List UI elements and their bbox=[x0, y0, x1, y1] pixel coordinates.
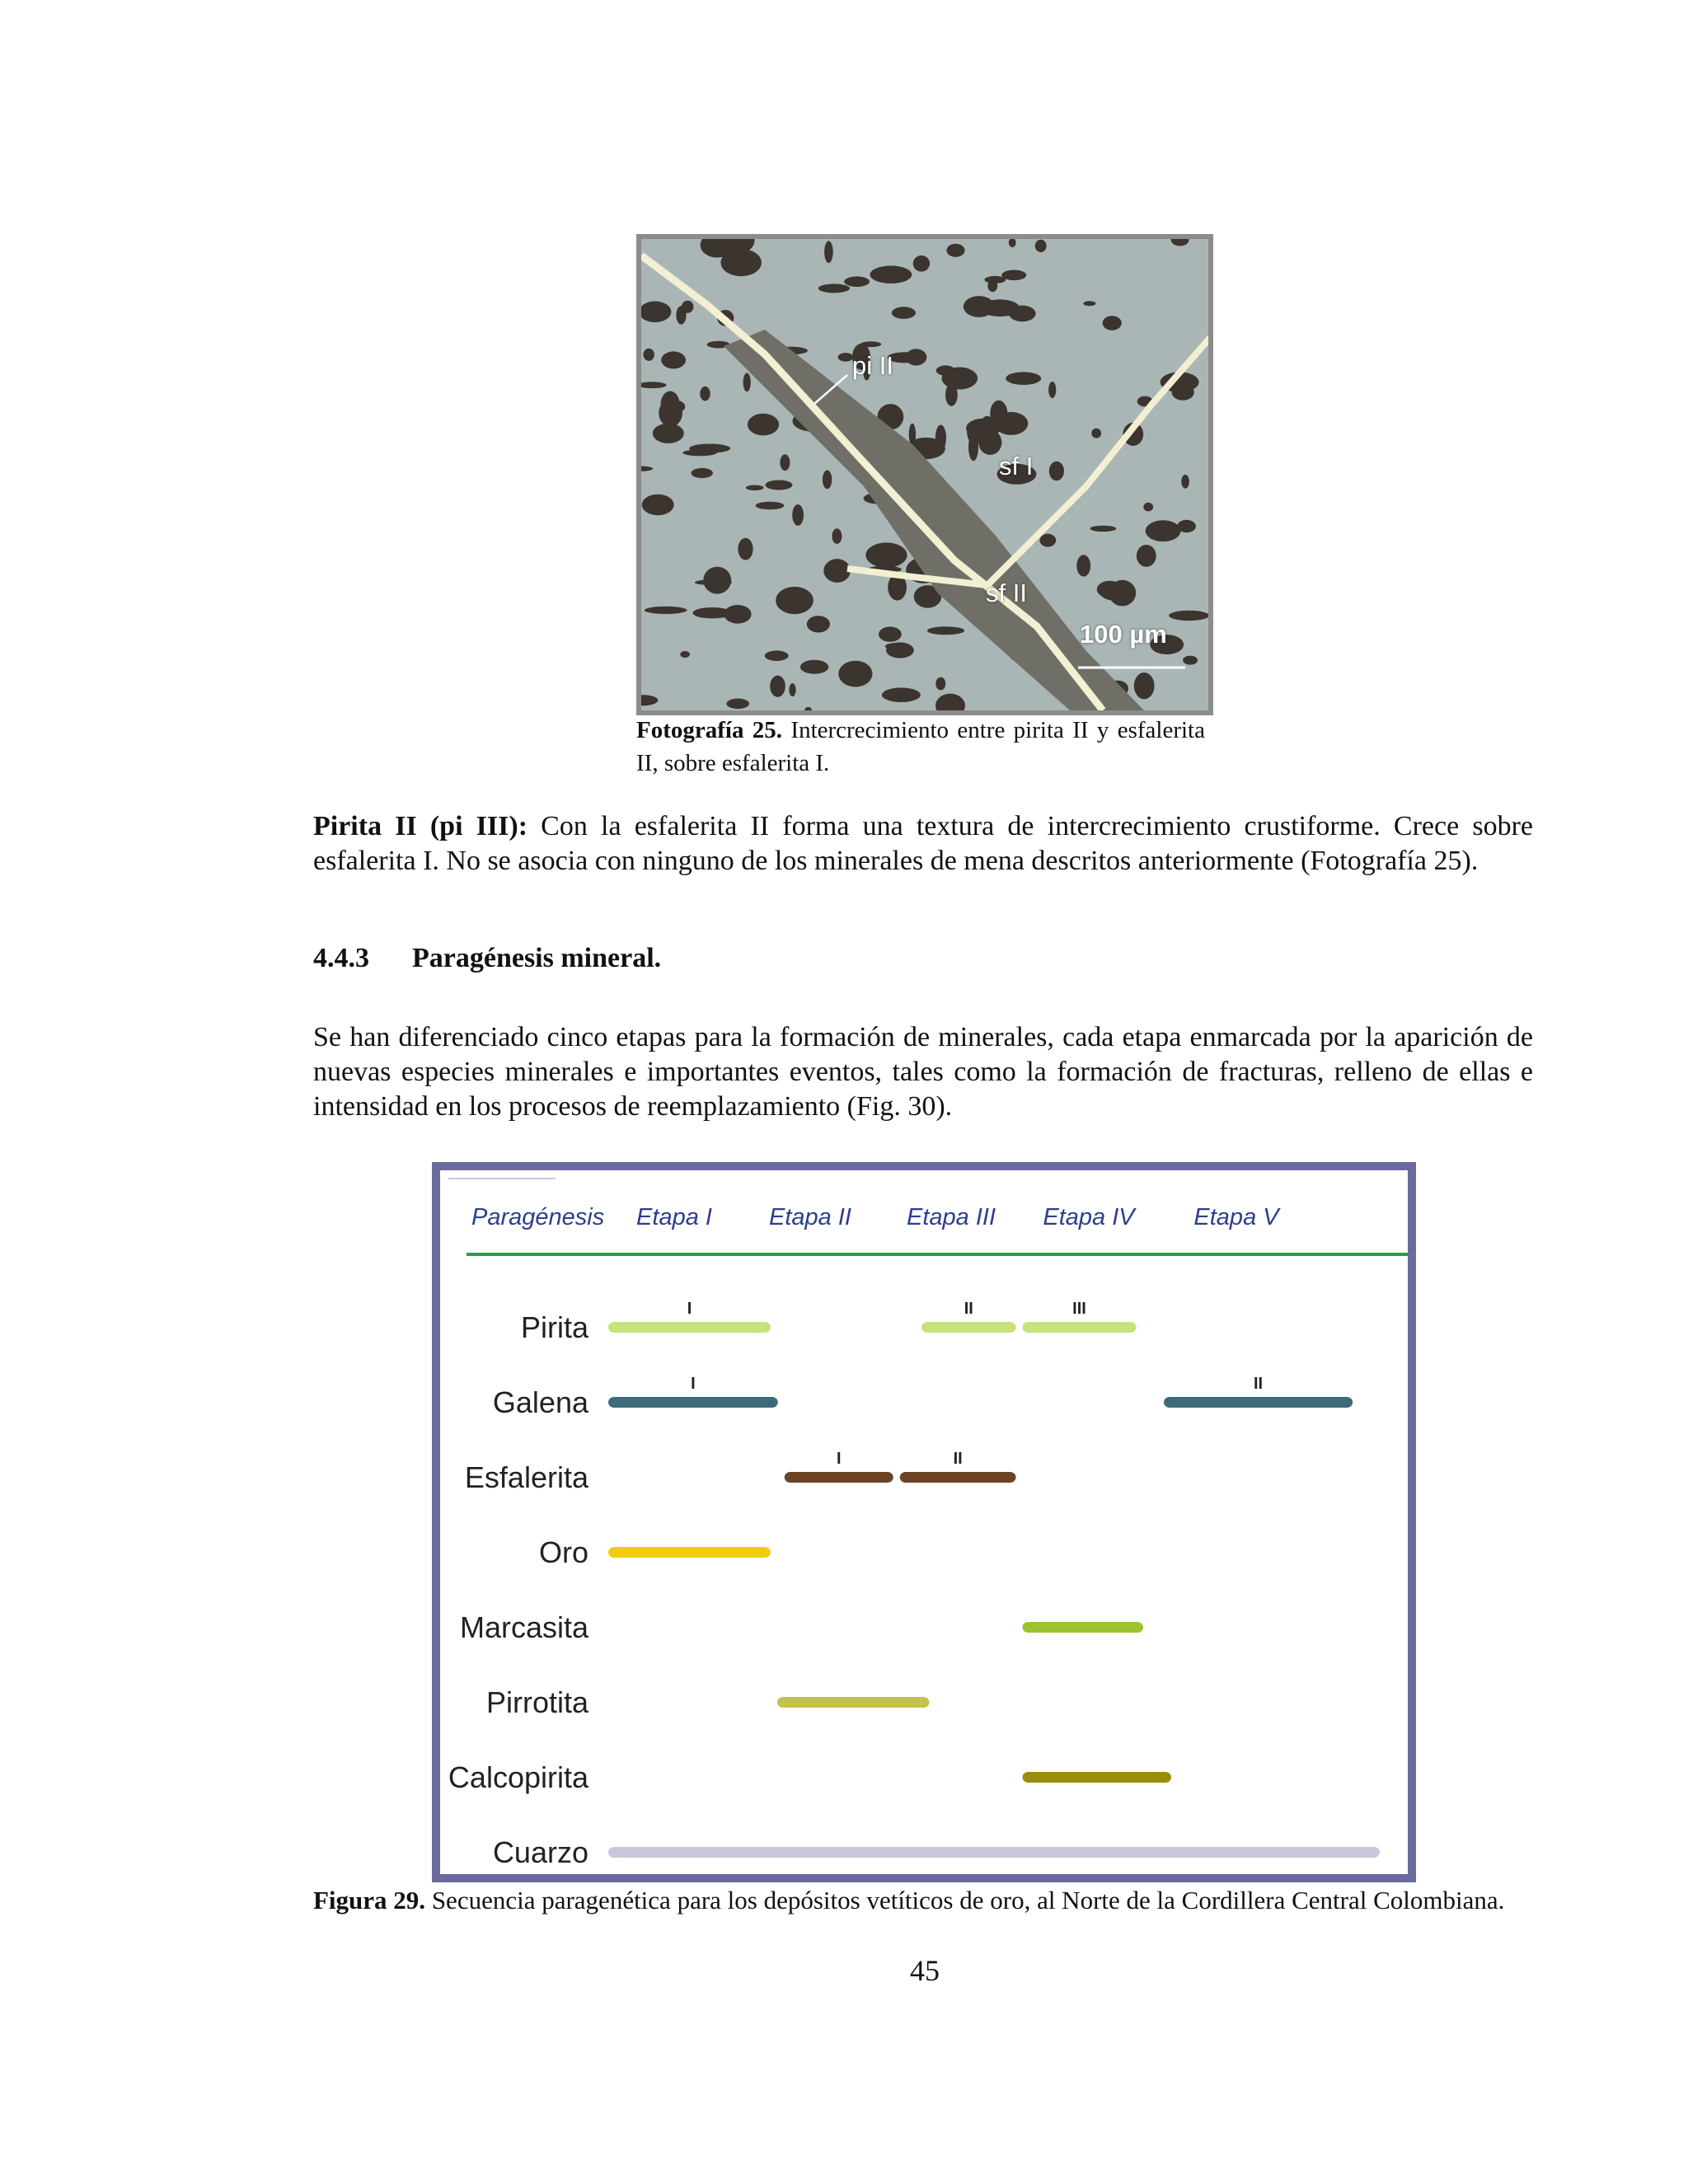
stage-header-5: Etapa V bbox=[1193, 1204, 1279, 1230]
bar-galena-2 bbox=[1164, 1397, 1353, 1408]
header-paragenesis: Paragénesis bbox=[471, 1204, 605, 1230]
mineral-label-marcasita: Marcasita bbox=[459, 1610, 588, 1644]
bar-esfalerita-2 bbox=[900, 1472, 1016, 1483]
photo-caption bbox=[636, 714, 1205, 780]
stage-header-3: Etapa III bbox=[906, 1204, 996, 1230]
paragraph-pirita-ii-label: Pirita II (pi III): bbox=[313, 811, 528, 841]
mark-esfalerita-2: II bbox=[953, 1450, 963, 1468]
section-title: Paragénesis mineral. bbox=[412, 943, 662, 973]
mineral-label-oro: Oro bbox=[538, 1535, 588, 1569]
figure-caption bbox=[313, 1884, 1533, 1917]
mark-galena-2: II bbox=[1254, 1375, 1264, 1393]
mark-galena-1: I bbox=[691, 1375, 696, 1393]
bar-cuarzo-1 bbox=[608, 1847, 1380, 1858]
figure-caption-text: Secuencia paragenética para los depósitos vetíticos de oro, al Norte de la Cordillera Central Colombiana. bbox=[425, 1886, 1505, 1915]
label-pi-ii: pi II bbox=[852, 351, 893, 380]
bar-pirita-2 bbox=[921, 1322, 1016, 1333]
mineral-label-esfalerita: Esfalerita bbox=[464, 1460, 588, 1494]
page-number: 45 bbox=[910, 1954, 940, 1987]
paragenesis-figure bbox=[432, 1162, 1416, 1882]
bar-galena-1 bbox=[608, 1397, 778, 1408]
mark-pirita-3: III bbox=[1072, 1300, 1086, 1318]
stage-header-2: Etapa II bbox=[769, 1204, 851, 1230]
mineral-label-pirrotita: Pirrotita bbox=[485, 1685, 588, 1719]
mineral-label-cuarzo: Cuarzo bbox=[492, 1835, 588, 1869]
mineral-label-calcopirita: Calcopirita bbox=[448, 1760, 588, 1794]
bar-pirrotita-1 bbox=[777, 1697, 930, 1708]
figure-caption-label: Figura 29. bbox=[313, 1886, 426, 1915]
stage-header-1: Etapa I bbox=[636, 1204, 712, 1230]
mineral-label-pirita: Pirita bbox=[520, 1310, 588, 1344]
micrograph-photo bbox=[636, 234, 1213, 715]
photo-caption-text: Intercrecimiento entre pirita II y esfalerita II, sobre esfalerita I. bbox=[636, 717, 1205, 776]
label-sf-ii: sf II bbox=[986, 579, 1027, 607]
bar-pirita-1 bbox=[608, 1322, 771, 1333]
bar-esfalerita-1 bbox=[785, 1472, 893, 1483]
section-number: 4.4.3 bbox=[313, 943, 369, 973]
stage-header-4: Etapa IV bbox=[1043, 1204, 1135, 1230]
mark-esfalerita-1: I bbox=[836, 1450, 842, 1468]
paragenesis-chart bbox=[440, 1170, 1408, 1874]
photo-caption-label: Fotografía 25. bbox=[636, 717, 783, 743]
section-heading bbox=[313, 943, 661, 974]
paragraph-paragenesis: Se han diferenciado cinco etapas para la formación de minerales, cada etapa enmarcada por la aparición de nuevas especies minerales e importantes eventos, tales como la formación de fracturas, relleno de ellas e intensidad en los procesos de reemplazamiento (Fig. 30). bbox=[313, 1022, 1533, 1122]
paragraph-pirita-ii-text: Con la esfalerita II forma una textura de intercrecimiento crustiforme. Crece sobre esfalerita I. No se asocia con ninguno de los minerales de mena descritos anteriormente (Fotografía 25). bbox=[313, 811, 1534, 876]
mineral-label-galena: Galena bbox=[492, 1385, 588, 1419]
scale-bar-label: 100 µm bbox=[1080, 620, 1167, 649]
label-sf-i: sf I bbox=[999, 452, 1034, 480]
bar-pirita-3 bbox=[1023, 1322, 1137, 1333]
mark-pirita-2: II bbox=[964, 1300, 973, 1318]
bar-calcopirita-1 bbox=[1023, 1772, 1172, 1783]
mark-pirita-1: I bbox=[687, 1300, 692, 1318]
bar-oro-1 bbox=[608, 1547, 771, 1558]
bar-marcasita-1 bbox=[1023, 1622, 1144, 1633]
paragraph-pirita-ii bbox=[313, 809, 1533, 879]
